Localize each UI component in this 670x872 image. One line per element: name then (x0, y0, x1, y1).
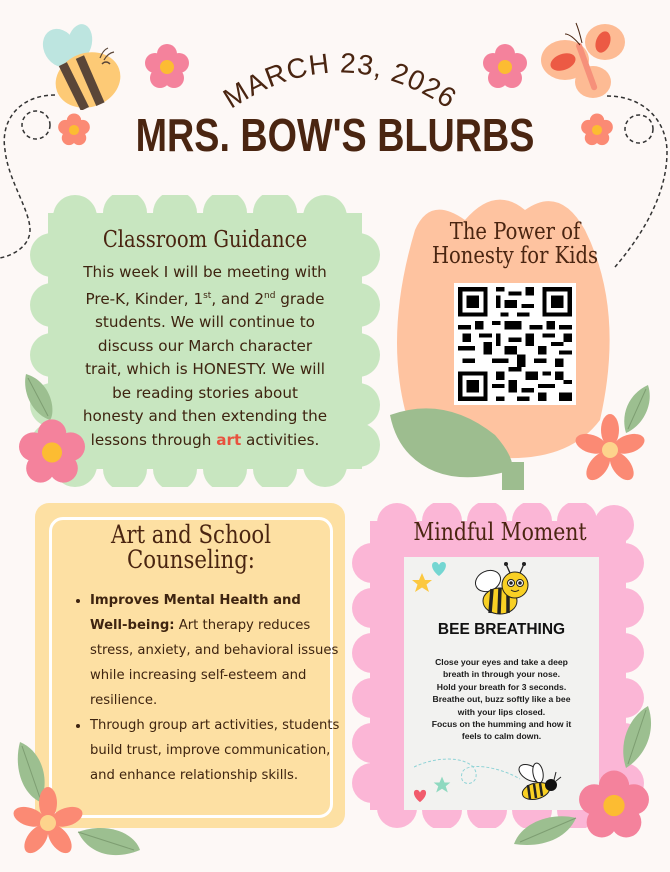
bee-breathing-instructions: Close your eyes and take a deep breath in through your nose. Hold your breath for 3 seconds. Breathe out, buzz softly like a bee with your lips closed. Focus on the humming and how it feels to calm down. (431, 657, 572, 742)
newsletter-title: MRS. BOW'S BLURBS (135, 109, 535, 161)
heart-icon (412, 789, 428, 803)
body-line: discuss our March character (97, 336, 313, 355)
list-item: • Through group art activities, students build trust, improve communication, and enhance relationship skills. (90, 713, 340, 788)
art-counseling-title: Art and School Counseling: (110, 520, 272, 574)
classroom-guidance-title: Classroom Guidance (102, 227, 308, 253)
bee-icon (514, 759, 566, 803)
flower-icon (572, 412, 648, 488)
body-line: This week I will be meeting with (83, 263, 327, 281)
classroom-guidance-body (60, 261, 350, 452)
star-icon (432, 775, 452, 795)
flower-icon (142, 42, 192, 92)
bee-breathing-card (404, 557, 599, 810)
body-line: trait, which is HONESTY. We will (85, 360, 325, 379)
art-highlight: art (216, 430, 242, 449)
list-item: • Improves Mental Health and Well-being: Art therapy reduces stress, anxiety, and behavioral issues while increasing self-esteem and resilience. (90, 588, 340, 713)
leaf-icon (512, 814, 578, 848)
bee-breathing-title: BEE BREATHING (437, 621, 566, 638)
leaf-icon (22, 372, 56, 422)
heart-icon (430, 561, 448, 577)
dashed-bee-trail (414, 753, 524, 793)
body-line: students. We will continue to (95, 313, 315, 332)
power-of-honesty-title: The Power of Honesty for Kids (431, 219, 599, 269)
flower-icon (16, 418, 88, 484)
body-line: be reading stories about (112, 383, 298, 402)
bee-icon (470, 561, 534, 617)
classroom-guidance-content (60, 227, 350, 452)
svg-text:MARCH 23, 2026: MARCH 23, 2026 (217, 47, 463, 115)
qr-code[interactable] (454, 283, 576, 405)
flower-icon (10, 785, 86, 861)
body-line: Pre-K, Kinder, 1st, and 2nd grade (85, 289, 325, 308)
art-counseling-list (70, 588, 340, 788)
leaf-icon (618, 704, 654, 770)
body-line: honesty and then extending the (82, 407, 328, 426)
body-line: lessons through art activities. (90, 430, 320, 449)
flower-icon (576, 768, 652, 840)
mindful-moment-title: Mindful Moment (413, 518, 587, 546)
